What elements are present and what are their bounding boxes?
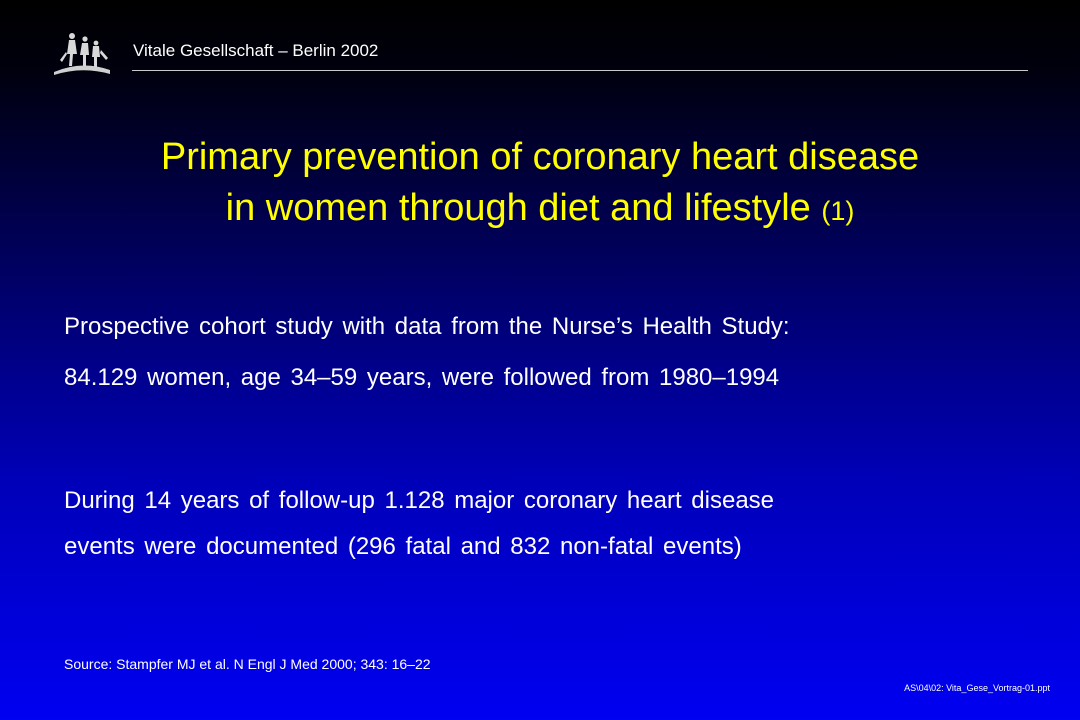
slide-title [0, 132, 1080, 237]
slide-title-line-2-text: in women through diet and lifestyle [225, 187, 811, 229]
study-results-line-1: During 14 years of follow-up 1.128 major coronary heart disease [64, 487, 775, 514]
study-description-line-1: Prospective cohort study with data from the Nurse’s Health Study: [64, 313, 790, 340]
slide-title-suffix: (1) [821, 196, 855, 226]
study-results-line-2: events were documented (296 fatal and 832 non-fatal events) [64, 533, 742, 560]
header-divider [132, 70, 1028, 71]
file-reference: AS\04\02: Vita_Gese_Vortrag-01.ppt [904, 683, 1050, 693]
study-results [64, 478, 1024, 570]
slide-title-line-1: Primary prevention of coronary heart disease [160, 136, 920, 178]
study-description-line-2: 84.129 women, age 34–59 years, were followed from 1980–1994 [64, 364, 780, 391]
source-citation: Source: Stampfer MJ et al. N Engl J Med 2000; 343: 16–22 [64, 656, 431, 672]
study-description [64, 301, 1024, 403]
vitale-logo-icon [52, 30, 112, 76]
slide-title-line-2 [0, 183, 1080, 237]
header-title: Vitale Gesellschaft – Berlin 2002 [133, 41, 379, 60]
